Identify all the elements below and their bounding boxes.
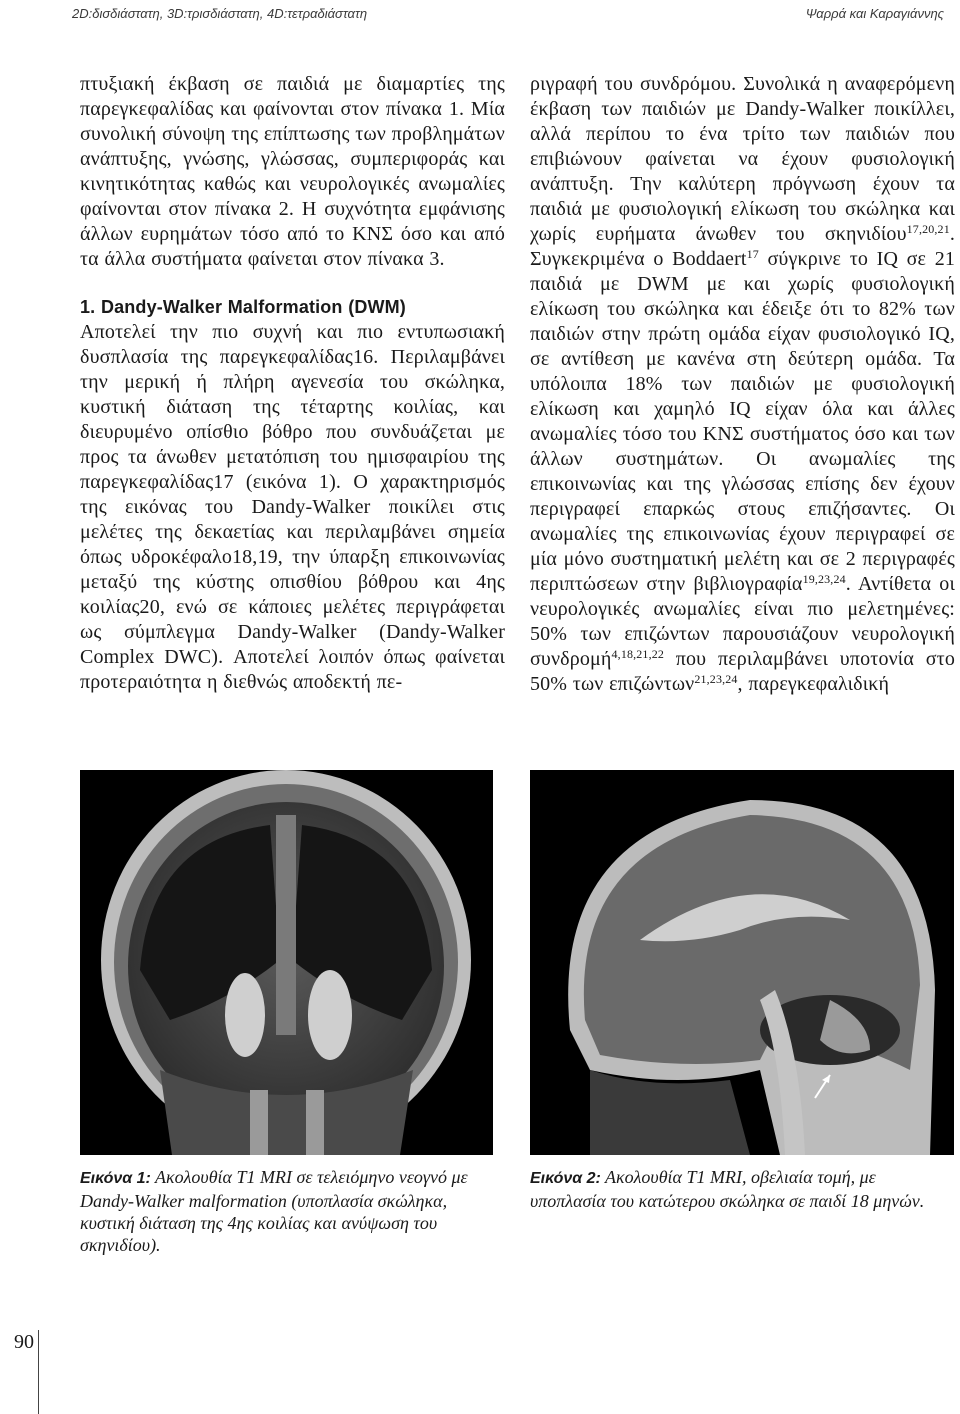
figure-1-mri-coronal xyxy=(80,770,493,1155)
right-column xyxy=(530,72,955,697)
running-header-right: Ψαρρά και Καραγιάννης xyxy=(805,6,944,21)
left-column xyxy=(80,72,505,695)
figure-1-caption: Εικόνα 1: Ακολουθία T1 MRI σε τελειόμηνο νεογνό με Dandy-Walker malformation (υποπλασία σκώληκα, κυστική διάταση της 4ης κοιλίας και ανύψωση του σκηνιδίου). xyxy=(80,1167,468,1255)
citation: 17 xyxy=(746,247,759,261)
citation: 19,23,24 xyxy=(802,572,846,586)
section-heading-paragraph xyxy=(80,295,505,320)
citation: 21,23,24 xyxy=(694,672,738,686)
intro-paragraph: πτυξιακή έκβαση σε παιδιά με διαμαρτίες της παρεγκεφαλίδας και φαίνονται στον πίνακα 1. Μία συνολική σύνοψη της επίπτωσης των προβλημάτων ανάπτυξης, γνώσης, γλώσσας, συμπεριφοράς και κινητικότητας καθώς και νευρολογικές ανωμαλίες φαίνονται στον πίνακα 2. Η συχνότητα εμφάνισης άλλων ευρημάτων τόσο από το ΚΝΣ όσο και από τα άλλα συστήματα φαίνεται στον πίνακα 3. xyxy=(80,73,505,270)
figure-label: Εικόνα 1: xyxy=(80,1170,151,1187)
figure-2-caption: Εικόνα 2: Ακολουθία T1 MRI, οβελιαία τομή, με υποπλασία του κατώτερου σκώληκα σε παιδί 18 μηνών. xyxy=(530,1167,925,1211)
mri-coronal-image xyxy=(80,770,493,1155)
figure-label: Εικόνα 2: xyxy=(530,1170,601,1187)
mri-sagittal-image xyxy=(530,770,954,1155)
figure-2-mri-sagittal xyxy=(530,770,954,1155)
citation: 17,20,21 xyxy=(906,222,950,236)
page-number-rule xyxy=(38,1330,39,1414)
running-header-left: 2D:δισδιάστατη, 3D:τρισδιάστατη, 4D:τετραδιάστατη xyxy=(72,6,368,21)
outcome-paragraph: ριγραφή του συνδρόμου. Συνολικά η αναφερόμενη έκβαση των παιδιών με Dandy-Walker ποικίλλει, αλλά περίπου το ένα τρίτο των παιδιών που επιβιώνουν φαίνεται να έχουν φυσιολογική ανάπτυξη. Την καλύτερη πρόγνωση έχουν τα παιδιά με φυσιολογική ελίκωση του σκώληκα και χωρίς ευρήματα άνωθεν του σκηνιδίου$^{17,20,21}$. Συγκεκριμένα ο Boddaert$^{17}$ σύγκρινε το IQ σε 21 παιδιά με DWM με και χωρίς φυσιολογική ελίκωση του σκώληκα και έδειξε ότι το 82% των παιδιών στην πρώτη ομάδα είχαν φυσιολογικό IQ, σε αντίθεση με κανένα στη δεύτερη ομάδα. Τα υπόλοιπα 18% των παιδιών με φυσιολογική ελίκωση και χαμηλό IQ είχαν όλα και άλλες ανωμαλίες τόσο του ΚΝΣ συστήματος όσο και των άλλων συστημάτων. Οι ανωμαλίες της επικοινωνίας και της γλώσσας επίσης δεν έχουν περιγραφεί επαρκώς στους επιζήσαντες. Οι ανωμαλίες της επικοινωνίας έχουν περιγραφεί σε μία μόνο συστηματική μελέτη και σε 2 περιγραφές περιπτώσεων στην βιβλιογραφία$^{19,23,24}$. Αντίθετα οι νευρολογικές ανωμαλίες είναι πιο μελετημένες: 50% των επιζώντων παρουσιάζουν νευρολογική συνδρομή$^{4,18,21,22}$ που περιλαμβάνει υποτονία στο 50% των επιζώντων$^{21,23,24}$, παρεγκεφαλιδική xyxy=(530,73,955,695)
citation: 4,18,21,22 xyxy=(611,647,665,661)
page-number: 90 xyxy=(14,1331,34,1353)
dwm-paragraph: Αποτελεί την πιο συχνή και πιο εντυπωσιακή δυσπλασία της παρεγκεφαλίδας16. Περιλαμβάνει την μερική ή πλήρη αγενεσία του σκώληκα, κυστική διάταση της τέταρτης κοιλίας, και διευρυμένο οπίσθιο βόθρο που συνδυάζεται με προς τα άνωθεν μετατόπιση του ημισφαιρίου της παρεγκεφαλίδας17 (εικόνα 1). Ο χαρακτηρισμός της εικόνας του Dandy-Walker ποικίλει στις μελέτες της δεκαετίας και περιλαμβάνει σημεία όπως υδροκέφαλο18,19, την ύπαρξη επικοινωνίας μεταξύ της κύστης οπισθίου βόθρου και 4ης κοιλίας20, ενώ σε κάποιες μελέτες περιγράφεται ως σύμπλεγμα Dandy-Walker (Dandy-Walker Complex DWC). Αποτελεί λοιπόν όπως φαίνεται προτεραιότητα η διεθνώς αποδεκτή πε- xyxy=(80,321,505,693)
section-title: 1. Dandy-Walker Malformation (DWM) xyxy=(80,297,406,317)
